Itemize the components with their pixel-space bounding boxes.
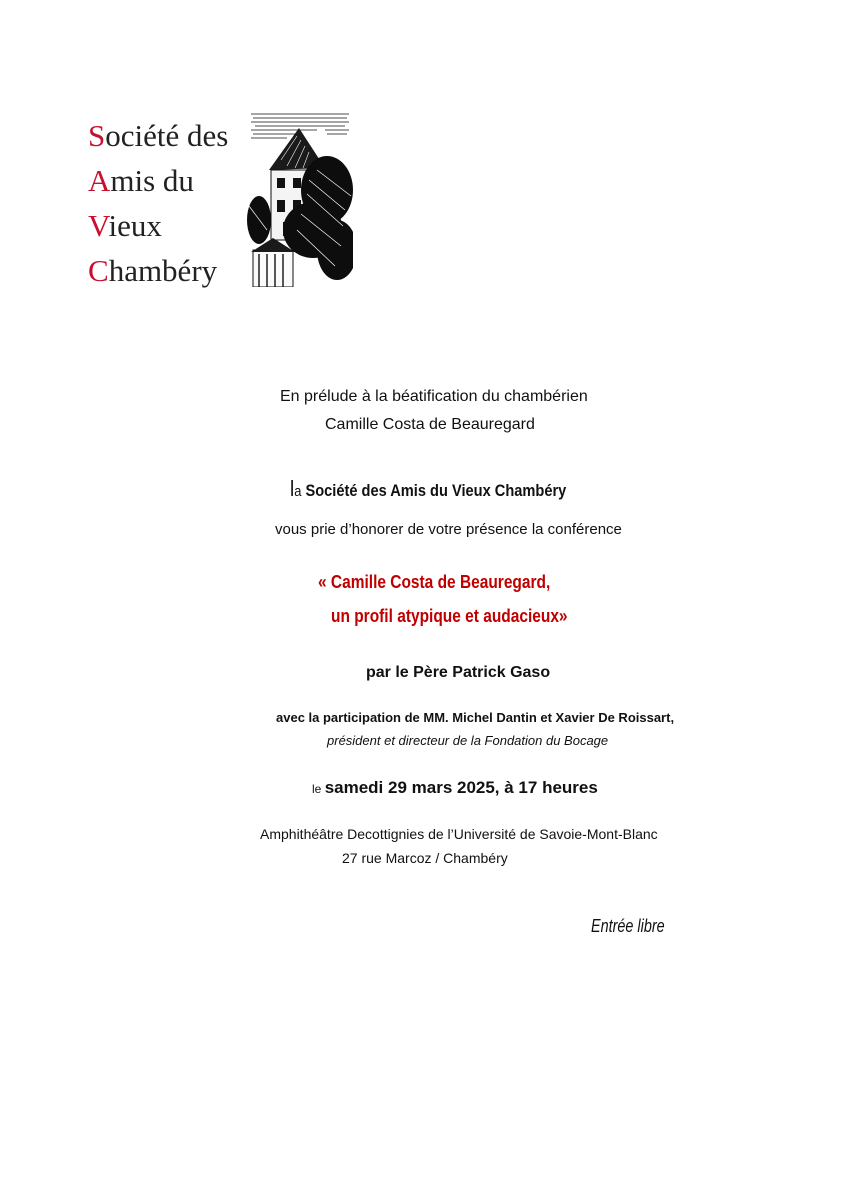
society-prefix-l: l: [290, 476, 295, 501]
castle-engraving-image: [247, 110, 353, 287]
society-name-text: Société des Amis du Vieux Chambéry: [305, 481, 567, 500]
logo-text: [88, 113, 228, 293]
logo-line-2: Amis du: [88, 163, 194, 198]
roles-initial: p: [327, 733, 335, 748]
logo-line-1: Société des: [88, 118, 229, 153]
participation-line: avec la participation de MM. Michel Dantin et Xavier De Roissart,: [276, 710, 675, 725]
venue-line-2: 27 rue Marcoz / Chambéry: [342, 850, 508, 866]
society-prefix-a: a: [294, 483, 302, 500]
conference-title-line-1: « Camille Costa de Beauregard,: [318, 572, 551, 592]
venue-line-1: Amphithéâtre Decottignies de l’Université de Savoie-Mont-Blanc: [260, 826, 658, 842]
event-date: [312, 778, 598, 798]
invitation-text: vous prie d’honorer de votre présence la conférence: [275, 521, 622, 538]
logo-line-3: Vieux: [88, 208, 162, 243]
date-prefix: le: [312, 782, 325, 796]
society-name: [290, 476, 566, 502]
entry-note: Entrée libre: [591, 916, 665, 936]
roles-text: résident et directeur de la Fondation du Bocage: [334, 733, 609, 748]
conference-title-line-2: un profil atypique et audacieux»: [331, 606, 568, 626]
participants-roles: [327, 733, 608, 748]
logo-line-4: Chambéry: [88, 253, 218, 288]
speaker: par le Père Patrick Gaso: [366, 664, 551, 681]
date-text: samedi 29 mars 2025, à 17 heures: [324, 778, 598, 797]
prelude-line-1: En prélude à la béatification du chambérien: [280, 388, 588, 405]
prelude-line-2: Camille Costa de Beauregard: [325, 416, 535, 433]
